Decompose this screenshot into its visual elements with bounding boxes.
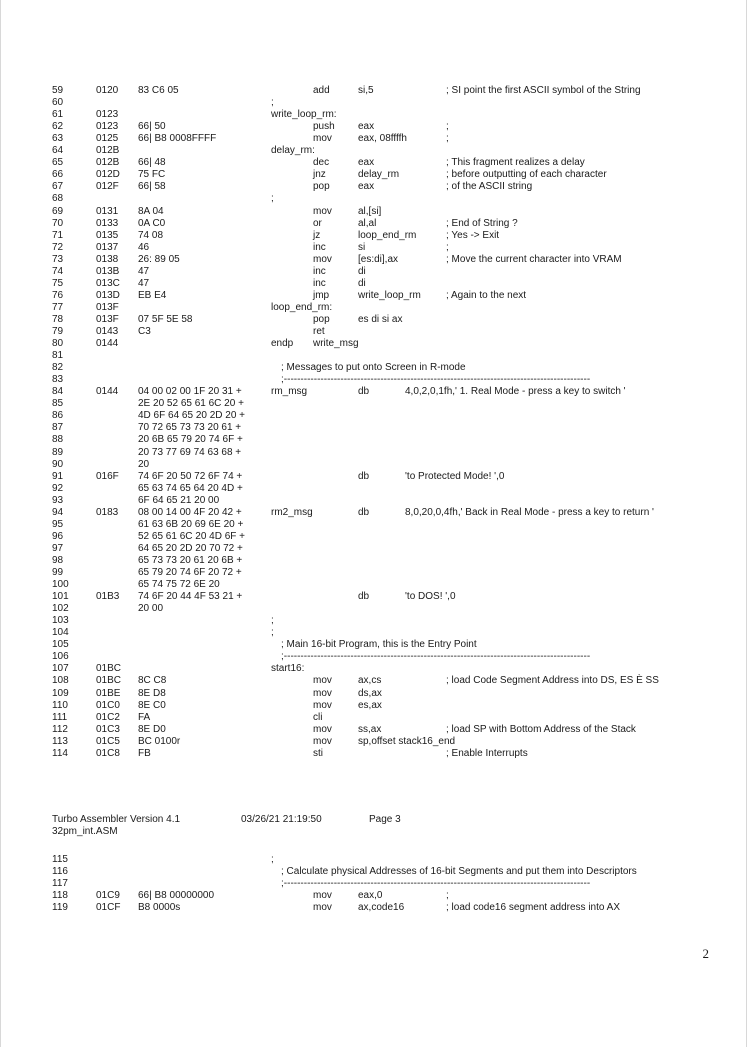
- label: rm_msg: [271, 386, 308, 398]
- listing-row: [0, 459, 747, 471]
- listing-row: [0, 495, 747, 507]
- listing-row: [0, 724, 747, 736]
- address: 01CF: [96, 902, 121, 914]
- mnemonic: mov: [313, 133, 332, 145]
- operands: eax: [358, 157, 375, 169]
- mnemonic: sti: [313, 747, 323, 759]
- comment: ; load code16 segment address into AX: [446, 902, 621, 914]
- listing-row: [0, 290, 747, 302]
- listing-row: [0, 736, 747, 748]
- listing-row: [0, 639, 747, 651]
- operands: es di si ax: [358, 313, 403, 325]
- comment: ; SI point the first ASCII symbol of the String: [446, 85, 641, 96]
- line-number: 88: [52, 434, 64, 446]
- address: 01C2: [96, 711, 120, 723]
- comment: ; Move the current character into VRAM: [446, 253, 622, 265]
- operands: sp,offset stack16_end: [358, 735, 456, 747]
- db-operands: 'to Protected Mode! ',0: [405, 470, 505, 482]
- listing-row: [0, 97, 747, 109]
- address: 01C3: [96, 723, 120, 735]
- comment: ; Yes -> Exit: [446, 229, 500, 241]
- db-directive: db: [358, 470, 370, 482]
- machine-code: 65 63 74 65 64 20 4D +: [138, 482, 243, 494]
- mnemonic: add: [313, 85, 330, 96]
- address: 0133: [96, 217, 119, 229]
- line-number: 98: [52, 554, 64, 566]
- operands: write_loop_rm: [358, 289, 421, 301]
- machine-code: 64 65 20 2D 20 70 72 +: [138, 542, 243, 554]
- machine-code: 20: [138, 458, 150, 470]
- listing-row: [0, 748, 747, 760]
- address: 013F: [96, 301, 119, 313]
- label: endp: [271, 338, 294, 350]
- operands: delay_rm: [358, 169, 400, 181]
- listing-row: [0, 519, 747, 531]
- operands: ss,ax: [358, 723, 382, 735]
- listing-row: [0, 890, 747, 902]
- mnemonic: mov: [313, 902, 332, 914]
- machine-code: 20 00: [138, 603, 164, 615]
- machine-code: 70 72 65 73 73 20 61 +: [138, 422, 242, 434]
- operands: di: [358, 277, 366, 289]
- address: 012D: [96, 169, 120, 181]
- machine-code: 2E 20 52 65 61 6C 20 +: [138, 398, 244, 410]
- address: 01C9: [96, 890, 120, 902]
- line-number: 67: [52, 181, 64, 193]
- machine-code: 83 C6 05: [138, 85, 179, 96]
- machine-code: 8E D0: [138, 723, 166, 735]
- address: 0183: [96, 506, 119, 518]
- machine-code: 20 6B 65 79 20 74 6F +: [138, 434, 243, 446]
- listing-row: [0, 169, 747, 181]
- listing-header-page: Page 3: [369, 814, 401, 825]
- comment: ;: [446, 241, 449, 253]
- operands: ax,code16: [358, 902, 405, 914]
- line-number: 104: [52, 627, 69, 639]
- listing-row: [0, 688, 747, 700]
- mnemonic: mov: [313, 687, 332, 699]
- machine-code: 66| 48: [138, 157, 166, 169]
- label: delay_rm:: [271, 145, 315, 157]
- line-number: 107: [52, 663, 69, 675]
- comment-line: ; Main 16-bit Program, this is the Entry Point: [281, 639, 477, 651]
- listing-row: [0, 878, 747, 890]
- machine-code: 8C C8: [138, 675, 167, 687]
- line-number: 73: [52, 253, 64, 265]
- listing-row: [0, 543, 747, 555]
- line-number: 105: [52, 639, 69, 651]
- operands: eax: [358, 181, 375, 193]
- listing-row: [0, 338, 747, 350]
- machine-code: 75 FC: [138, 169, 166, 181]
- line-number: 94: [52, 506, 64, 518]
- mnemonic: inc: [313, 277, 326, 289]
- listing-row: [0, 447, 747, 459]
- line-number: 96: [52, 530, 64, 542]
- listing-row: [0, 145, 747, 157]
- listing-row: [0, 675, 747, 687]
- listing-row: [0, 483, 747, 495]
- line-number: 93: [52, 494, 64, 506]
- comment: ; of the ASCII string: [446, 181, 533, 193]
- mnemonic: jnz: [313, 169, 326, 181]
- label: ;: [271, 854, 274, 865]
- label: ;: [271, 97, 274, 109]
- line-number: 61: [52, 109, 64, 121]
- mnemonic: inc: [313, 241, 326, 253]
- address: 013D: [96, 289, 120, 301]
- listing-row: [0, 531, 747, 543]
- line-number: 110: [52, 699, 68, 711]
- listing-row: [0, 109, 747, 121]
- address: 01C5: [96, 735, 120, 747]
- line-number: 102: [52, 603, 69, 615]
- machine-code: 66| 58: [138, 181, 166, 193]
- machine-code: 8E C0: [138, 699, 166, 711]
- operands: si: [358, 241, 366, 253]
- mnemonic: or: [313, 217, 322, 229]
- address: 0135: [96, 229, 119, 241]
- listing-row: [0, 615, 747, 627]
- line-number: 95: [52, 518, 64, 530]
- line-number: 115: [52, 854, 68, 865]
- comment: ; before outputting of each character: [446, 169, 607, 181]
- machine-code: 0A C0: [138, 217, 166, 229]
- line-number: 69: [52, 205, 64, 217]
- address: 0125: [96, 133, 119, 145]
- operands: ds,ax: [358, 687, 382, 699]
- address: 01C0: [96, 699, 120, 711]
- machine-code: B8 0000s: [138, 902, 181, 914]
- listing-row: [0, 266, 747, 278]
- operands: [es:di],ax: [358, 253, 399, 265]
- mnemonic: mov: [313, 205, 332, 217]
- line-number: 112: [52, 723, 68, 735]
- db-operands: 'to DOS! ',0: [405, 591, 456, 603]
- machine-code: 66| B8 00000000: [138, 890, 215, 902]
- mnemonic: dec: [313, 157, 330, 169]
- label: ;: [271, 615, 274, 627]
- line-number: 113: [52, 735, 68, 747]
- line-number: 90: [52, 458, 64, 470]
- address: 012B: [96, 145, 120, 157]
- address: 0120: [96, 85, 119, 96]
- line-number: 101: [52, 591, 69, 603]
- listing-row: [0, 422, 747, 434]
- listing-row: [0, 242, 747, 254]
- listing-row: [0, 193, 747, 205]
- db-directive: db: [358, 591, 370, 603]
- mnemonic: mov: [313, 890, 332, 902]
- line-number: 63: [52, 133, 64, 145]
- machine-code: 65 73 73 20 61 20 6B +: [138, 554, 243, 566]
- address: 01BE: [96, 687, 121, 699]
- line-number: 92: [52, 482, 64, 494]
- mnemonic: mov: [313, 699, 332, 711]
- line-number: 111: [52, 711, 68, 723]
- address: 0131: [96, 205, 119, 217]
- line-number: 60: [52, 97, 64, 109]
- machine-code: 47: [138, 277, 150, 289]
- operands: di: [358, 265, 366, 277]
- machine-code: 74 08: [138, 229, 164, 241]
- line-number: 97: [52, 542, 64, 554]
- address: 013B: [96, 265, 120, 277]
- listing-row: [0, 866, 747, 878]
- db-operands: 8,0,20,0,4fh,' Back in Real Mode - press a key to return ': [405, 506, 654, 518]
- listing-row: [0, 121, 747, 133]
- machine-code: 65 74 75 72 6E 20: [138, 579, 220, 591]
- line-number: 118: [52, 890, 68, 902]
- listing-row: [0, 206, 747, 218]
- line-number: 78: [52, 313, 64, 325]
- db-operands: 4,0,2,0,1fh,' 1. Real Mode - press a key to switch ': [405, 386, 626, 398]
- comment: ;: [446, 121, 449, 133]
- machine-code: 61 63 6B 20 69 6E 20 +: [138, 518, 244, 530]
- listing-row: [0, 902, 747, 914]
- machine-code: 07 5F 5E 58: [138, 313, 193, 325]
- address: 012F: [96, 181, 119, 193]
- comment: ; End of String ?: [446, 217, 518, 229]
- listing-row: [0, 278, 747, 290]
- address: 012B: [96, 157, 120, 169]
- listing-header-filename: 32pm_int.ASM: [52, 826, 118, 837]
- listing-row: [0, 254, 747, 266]
- listing-row: [0, 471, 747, 483]
- line-number: 72: [52, 241, 64, 253]
- line-number: 71: [52, 229, 64, 241]
- operands: eax, 08ffffh: [358, 133, 407, 145]
- address: 0137: [96, 241, 119, 253]
- label: ;: [271, 193, 274, 205]
- listing-row: [0, 627, 747, 639]
- machine-code: 20 73 77 69 74 63 68 +: [138, 446, 242, 458]
- operands: loop_end_rm: [358, 229, 417, 241]
- machine-code: 8A 04: [138, 205, 164, 217]
- db-directive: db: [358, 386, 370, 398]
- listing-row: [0, 567, 747, 579]
- machine-code: 8E D8: [138, 687, 166, 699]
- mnemonic: push: [313, 121, 335, 133]
- label: write_loop_rm:: [271, 109, 337, 121]
- operands: eax,0: [358, 890, 383, 902]
- line-number: 91: [52, 470, 64, 482]
- listing-row: [0, 398, 747, 410]
- mnemonic: mov: [313, 723, 332, 735]
- machine-code: 65 79 20 74 6F 20 72 +: [138, 567, 242, 578]
- operands: al,al: [358, 217, 377, 229]
- label: ;: [271, 627, 274, 639]
- machine-code: FB: [138, 747, 151, 759]
- machine-code: 46: [138, 241, 150, 253]
- comment-line: ; Messages to put onto Screen in R-mode: [281, 362, 466, 374]
- operands: si,5: [358, 85, 374, 96]
- line-number: 114: [52, 747, 68, 759]
- address: 01B3: [96, 591, 120, 603]
- comment: ; Enable Interrupts: [446, 747, 528, 759]
- address: 013C: [96, 277, 120, 289]
- machine-code: 47: [138, 265, 150, 277]
- line-number: 80: [52, 338, 64, 350]
- listing-row: [0, 314, 747, 326]
- address: 013F: [96, 313, 119, 325]
- machine-code: BC 0100r: [138, 735, 181, 747]
- line-number: 86: [52, 410, 64, 422]
- line-number: 87: [52, 422, 64, 434]
- line-number: 64: [52, 145, 64, 157]
- listing-row: [0, 181, 747, 193]
- listing-row: [0, 507, 747, 519]
- line-number: 106: [52, 651, 69, 663]
- mnemonic: cli: [313, 711, 323, 723]
- mnemonic: write_msg: [313, 338, 359, 350]
- comment-line: ; Calculate physical Addresses of 16-bit Segments and put them into Descriptors: [281, 866, 637, 878]
- listing-row: [0, 712, 747, 724]
- line-number: 81: [52, 350, 64, 362]
- address: 0143: [96, 326, 119, 337]
- line-number: 82: [52, 362, 64, 374]
- line-number: 59: [52, 85, 64, 96]
- line-number: 62: [52, 121, 64, 133]
- mnemonic: pop: [313, 313, 330, 325]
- listing-row: [0, 350, 747, 362]
- address: 0138: [96, 253, 119, 265]
- machine-code: 52 65 61 6C 20 4D 6F +: [138, 530, 246, 542]
- line-number: 76: [52, 289, 64, 301]
- line-number: 68: [52, 193, 64, 205]
- line-number: 119: [52, 902, 68, 914]
- comment: ; This fragment realizes a delay: [446, 157, 585, 169]
- line-number: 83: [52, 374, 64, 386]
- listing-row: [0, 230, 747, 242]
- line-number: 99: [52, 567, 64, 578]
- machine-code: 4D 6F 64 65 20 2D 20 +: [138, 410, 246, 422]
- address: 01C8: [96, 747, 120, 759]
- listing-row: [0, 410, 747, 422]
- comment-line: ;--------------------------------------------------------------------------------------------: [281, 374, 591, 386]
- line-number: 77: [52, 301, 64, 313]
- listing-header-assembler: Turbo Assembler Version 4.1: [52, 814, 181, 825]
- operands: ax,cs: [358, 675, 382, 687]
- comment-line: ;--------------------------------------------------------------------------------------------: [281, 878, 591, 890]
- comment: ;: [446, 890, 449, 902]
- mnemonic: pop: [313, 181, 330, 193]
- listing-header-datetime: 03/26/21 21:19:50: [241, 814, 322, 825]
- label: loop_end_rm:: [271, 301, 333, 313]
- operands: eax: [358, 121, 375, 133]
- listing-row: [0, 700, 747, 712]
- listing-row: [0, 85, 747, 97]
- line-number: 70: [52, 217, 64, 229]
- line-number: 117: [52, 878, 68, 890]
- mnemonic: mov: [313, 253, 332, 265]
- listing-row: [0, 157, 747, 169]
- line-number: 109: [52, 687, 69, 699]
- line-number: 79: [52, 326, 64, 337]
- listing-row: [0, 603, 747, 615]
- address: 0144: [96, 338, 119, 350]
- line-number: 103: [52, 615, 69, 627]
- listing-row: [0, 374, 747, 386]
- comment: ; load Code Segment Address into DS, ES È SS: [446, 675, 659, 687]
- mnemonic: jz: [313, 229, 321, 241]
- machine-code: C3: [138, 326, 151, 337]
- machine-code: 74 6F 20 50 72 6F 74 +: [138, 470, 243, 482]
- line-number: 116: [52, 866, 68, 878]
- line-number: 65: [52, 157, 64, 169]
- machine-code: 26: 89 05: [138, 253, 180, 265]
- machine-code: 66| 50: [138, 121, 166, 133]
- label: rm2_msg: [271, 506, 313, 518]
- listing-row: [0, 302, 747, 314]
- line-number: 100: [52, 579, 69, 591]
- listing-row: [0, 579, 747, 591]
- comment-line: ;--------------------------------------------------------------------------------------------: [281, 651, 591, 663]
- machine-code: 04 00 02 00 1F 20 31 +: [138, 386, 242, 398]
- address: 01BC: [96, 663, 122, 675]
- listing-row: [0, 133, 747, 145]
- machine-code: 08 00 14 00 4F 20 42 +: [138, 506, 242, 518]
- line-number: 74: [52, 265, 64, 277]
- machine-code: 74 6F 20 44 4F 53 21 +: [138, 591, 243, 603]
- page-number: 2: [702, 946, 709, 961]
- mnemonic: inc: [313, 265, 326, 277]
- operands: es,ax: [358, 699, 382, 711]
- comment: ;: [446, 133, 449, 145]
- machine-code: 66| B8 0008FFFF: [138, 133, 217, 145]
- listing-row: [0, 854, 747, 866]
- machine-code: EB E4: [138, 289, 167, 301]
- label: start16:: [271, 663, 305, 675]
- mnemonic: mov: [313, 675, 332, 687]
- address: 0123: [96, 121, 119, 133]
- line-number: 75: [52, 277, 64, 289]
- line-number: 84: [52, 386, 64, 398]
- line-number: 108: [52, 675, 69, 687]
- operands: al,[si]: [358, 205, 382, 217]
- address: 0123: [96, 109, 119, 121]
- mnemonic: ret: [313, 326, 325, 337]
- mnemonic: mov: [313, 735, 332, 747]
- listing-row: [0, 555, 747, 567]
- listing-row: [0, 362, 747, 374]
- address: 0144: [96, 386, 119, 398]
- db-directive: db: [358, 506, 370, 518]
- listing-row: [0, 386, 747, 398]
- comment: ; Again to the next: [446, 289, 527, 301]
- line-number: 89: [52, 446, 64, 458]
- machine-code: 6F 64 65 21 20 00: [138, 494, 220, 506]
- line-number: 85: [52, 398, 64, 410]
- address: 01BC: [96, 675, 122, 687]
- machine-code: FA: [138, 711, 151, 723]
- listing-row: [0, 326, 747, 338]
- listing-row: [0, 434, 747, 446]
- line-number: 66: [52, 169, 64, 181]
- listing-row: [0, 651, 747, 663]
- mnemonic: jmp: [313, 289, 330, 301]
- comment: ; load SP with Bottom Address of the Stack: [446, 723, 636, 735]
- listing-row: [0, 591, 747, 603]
- listing-row: [0, 218, 747, 230]
- listing-row: [0, 663, 747, 675]
- address: 016F: [96, 470, 119, 482]
